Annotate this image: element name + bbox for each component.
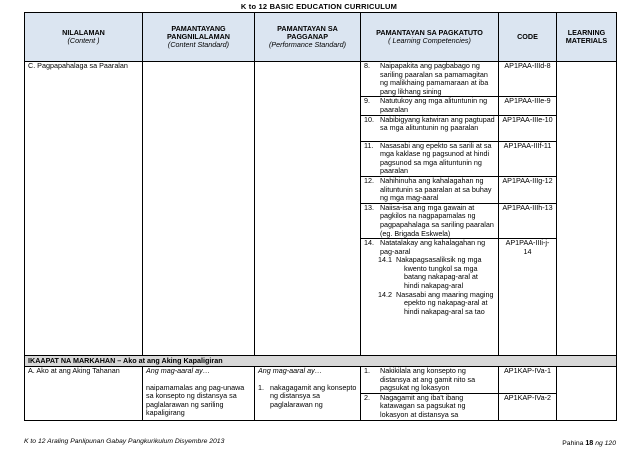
competency-11: 11. Nasasabi ang epekto sa sarili at sa mga kaklase ng pagsunod at hindi pagsunod sa mga alituntunin ng paaralan [361, 141, 499, 176]
code-cell: AP1PAA-IIIg-12 [499, 176, 557, 203]
footer-document-title: K to 12 Araling Panlipunan Gabay Pangkurikulum Disyembre 2013 [24, 438, 225, 445]
performance-standard-cell [255, 62, 361, 356]
code-cell: AP1PAA-IIIh-13 [499, 203, 557, 238]
footer-page-number: Pahina 18 ng 120 [562, 438, 616, 447]
code-cell: AP1PAA-IIIf-11 [499, 141, 557, 176]
competency-10: 10. Nabibigyang katwiran ang pagtupad sa mga alituntunin ng paaralan [361, 115, 499, 141]
header-content: NILALAMAN (Content ) [25, 13, 143, 62]
competency-8: 8. Naipapakita ang pagbabago ng sariling paaralan sa pamamagitan ng malikhaing pamamaraan at iba pang likhang sining [361, 62, 499, 97]
code-cell: AP1PAA-IIIe-9 [499, 97, 557, 115]
header-performance-standard: PAMANTAYAN SA PAGGANAP (Performance Standard) [255, 13, 361, 62]
header-content-standard: PAMANTAYANG PANGNILALAMAN (Content Standard) [143, 13, 255, 62]
code-cell: AP1KAP-IVa-2 [499, 393, 557, 420]
competency-9: 9. Natutukoy ang mga alituntunin ng paaralan [361, 97, 499, 115]
page-title: K to 12 BASIC EDUCATION CURRICULUM [240, 2, 398, 11]
table-header-row [25, 13, 617, 62]
section-c-label: C. Pagpapahalaga sa Paaralan [25, 62, 143, 356]
content-standard-q4: Ang mag-aaral ay… naipamamalas ang pag-unawa sa konsepto ng distansya sa paglalarawan ng sariling kapaligirang [143, 367, 255, 421]
code-cell: AP1PAA-IIId-8 [499, 62, 557, 97]
competency-12: 12. Nahihinuha ang kahalagahan ng alituntunin sa paaralan at sa buhay ng mga mag-aaral [361, 176, 499, 203]
quarter-heading-row [25, 356, 617, 367]
q4-competency-2: 2. Nagagamit ang iba't ibang katawagan sa pagsukat ng lokasyon at distansya sa [361, 393, 499, 420]
competency-14: 14. Natatalakay ang kahalagahan ng pag-aaral 14.1 Nakapagsasaliksik ng mga kwento tungkol sa mga batang nakapag-aral at hindi nakapag-aral 14.2 Nasasabi ang maaring maging epekto ng nakapag-aral at hindi nakapag-aral sa tao [361, 239, 499, 356]
table-row [25, 62, 617, 97]
header-learning-materials: LEARNING MATERIALS [557, 13, 617, 62]
section-a-label: A. Ako at ang Aking Tahanan [25, 367, 143, 421]
performance-standard-q4: Ang mag-aaral ay… 1. nakagagamit ang konsepto ng distansya sa paglalarawan ng [255, 367, 361, 421]
q4-competency-1: 1. Nakikilala ang konsepto ng distansya at ang gamit nito sa pagsukat ng lokasyon [361, 367, 499, 394]
code-cell: AP1KAP-IVa-1 [499, 367, 557, 394]
code-cell: AP1PAA-IIIe-10 [499, 115, 557, 141]
curriculum-table [24, 12, 617, 421]
header-learning-competencies: PAMANTAYAN SA PAGKATUTO ( Learning Competencies) [361, 13, 499, 62]
quarter-heading: IKAAPAT NA MARKAHAN – Ako at ang Aking Kapaligiran [25, 356, 617, 367]
header-code: CODE [499, 13, 557, 62]
table-row [25, 367, 617, 394]
content-standard-cell [143, 62, 255, 356]
materials-cell [557, 62, 617, 356]
competency-13: 13. Naiisa-isa ang mga gawain at pagkilos na nagpapamalas ng pagpapahalaga sa sariling paaralan (eg. Brigada Eskwela) [361, 203, 499, 238]
code-cell: AP1PAA-IIIi-j-14 [499, 239, 557, 356]
materials-cell-q4 [557, 367, 617, 421]
